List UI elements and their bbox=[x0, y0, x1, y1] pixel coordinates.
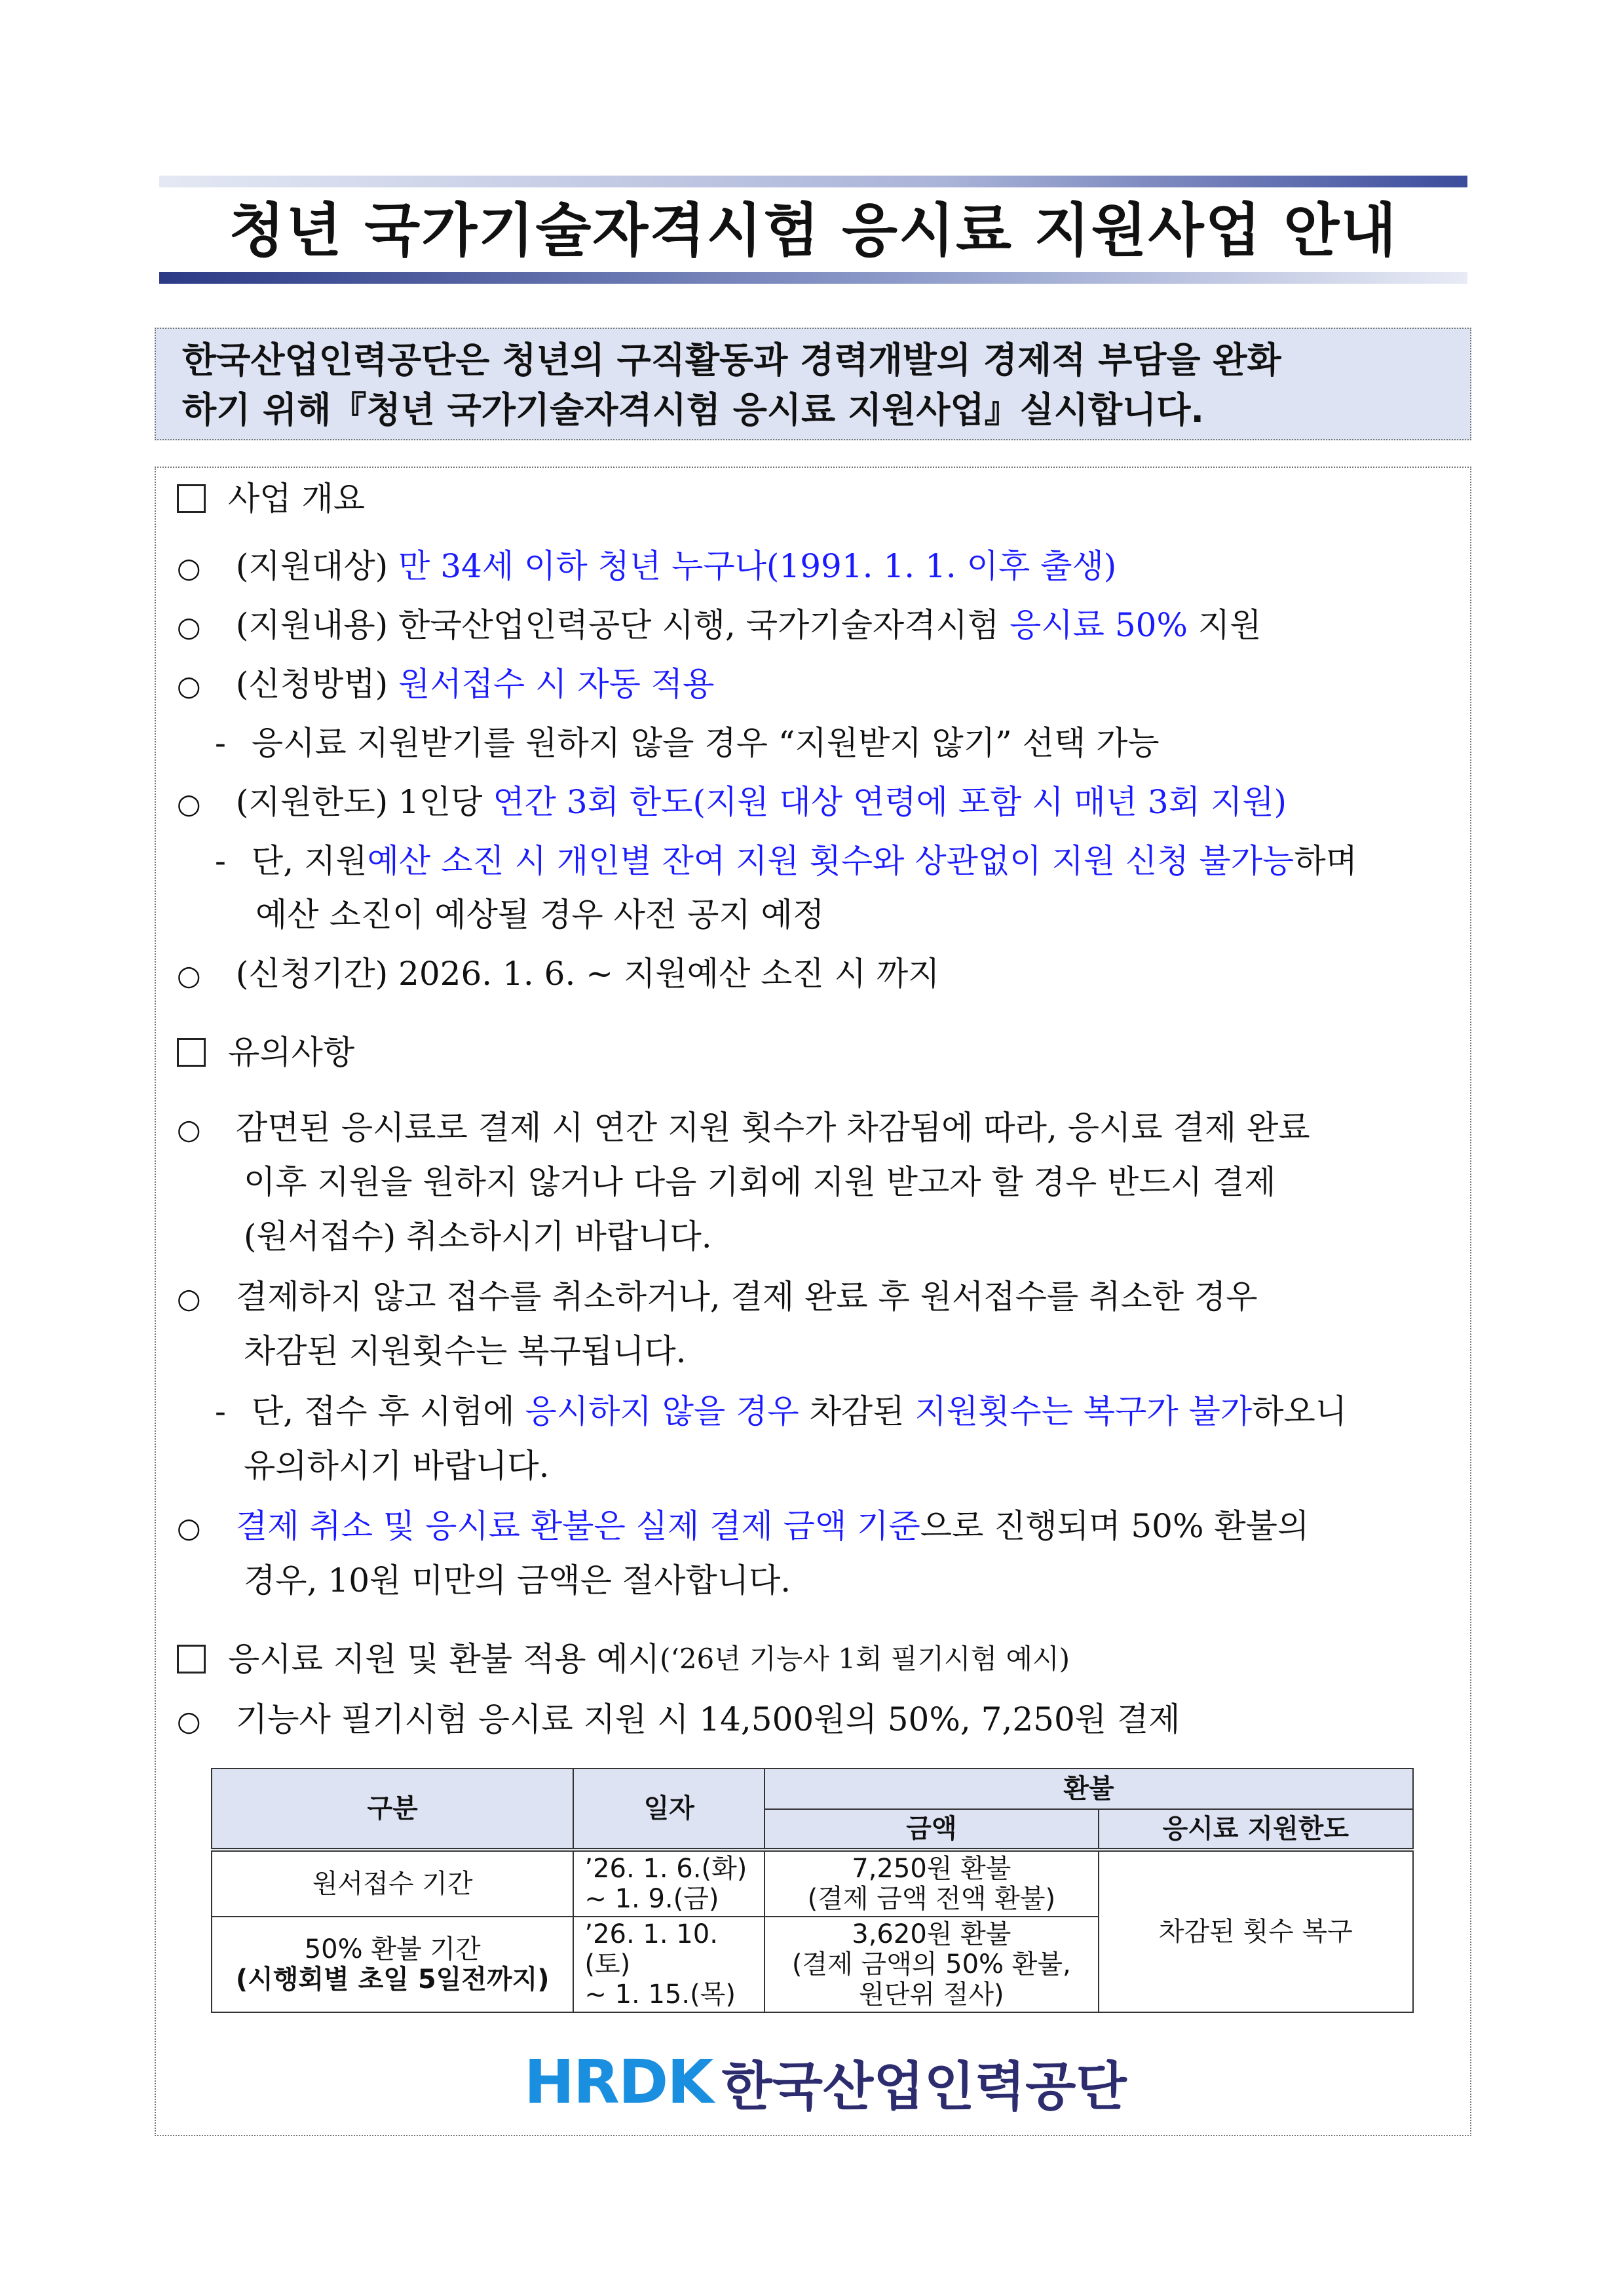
checkbox-square-icon bbox=[177, 1645, 206, 1674]
note-1-line-1: ○ 감면된 응시료로 결제 시 연간 지원 횟수가 차감됨에 따라, 응시료 결제 완료 bbox=[177, 1104, 1310, 1153]
circle-bullet-icon: ○ bbox=[177, 1282, 201, 1314]
row-amount: 7,250원 환불 (결제 금액 전액 환불) bbox=[765, 1850, 1098, 1917]
circle-bullet-icon: ○ bbox=[177, 552, 201, 584]
table-row bbox=[212, 1850, 1413, 1917]
circle-bullet-icon: ○ bbox=[177, 1512, 201, 1544]
circle-bullet-icon: ○ bbox=[177, 1113, 201, 1145]
item-limit: ○ (지원한도) 1인당 연간 3회 한도(지원 대상 연령에 포함 시 매년 3회 지원) bbox=[177, 778, 1287, 828]
intro-line-1: 한국산업인력공단은 청년의 구직활동과 경력개발의 경제적 부담을 완화 bbox=[182, 339, 1281, 381]
checkbox-square-icon bbox=[177, 1038, 206, 1067]
title-top-bar bbox=[159, 176, 1467, 187]
example-line: ○ 기능사 필기시험 응시료 지원 시 14,500원의 50%, 7,250원 결제 bbox=[177, 1696, 1180, 1745]
circle-bullet-icon: ○ bbox=[177, 611, 201, 643]
note-1-line-2: 이후 지원을 원하지 않거나 다음 기회에 지원 받고자 할 경우 반드시 결제 bbox=[244, 1163, 1276, 1201]
hrdk-logo bbox=[524, 2044, 1127, 2120]
hrdk-logo-text: 한국산업인력공단 bbox=[721, 2056, 1127, 2117]
hrdk-logo-mark: HRDK bbox=[524, 2047, 713, 2117]
circle-bullet-icon: ○ bbox=[177, 1705, 201, 1737]
item-method: ○ (신청방법) 원서접수 시 자동 적용 bbox=[177, 660, 714, 710]
item-limit-note: - 단, 지원예산 소진 시 개인별 잔여 지원 횟수와 상관없이 지원 신청 불가능하며 bbox=[215, 842, 1357, 880]
intro-box bbox=[155, 328, 1471, 440]
item-limit-note-line2: 예산 소진이 예상될 경우 사전 공지 예정 bbox=[255, 896, 825, 934]
note-2-line-2: 차감된 지원횟수는 복구됩니다. bbox=[244, 1332, 687, 1370]
header-refund: 환불 bbox=[765, 1769, 1413, 1809]
row-amount: 3,620원 환불 (결제 금액의 50% 환불, 원단위 절사) bbox=[765, 1917, 1098, 2012]
header-amount: 금액 bbox=[765, 1809, 1098, 1850]
header-limit: 응시료 지원한도 bbox=[1099, 1809, 1413, 1850]
note-3-line-2: 유의하시기 바랍니다. bbox=[244, 1447, 550, 1485]
section-heading-notes: 유의사항 bbox=[177, 1029, 354, 1076]
item-target: ○ (지원대상) 만 34세 이하 청년 누구나(1991. 1. 1. 이후 출생) bbox=[177, 543, 1116, 592]
row-limit: 차감된 횟수 복구 bbox=[1099, 1850, 1413, 2012]
note-4-line-2: 경우, 10원 미만의 금액은 절사합니다. bbox=[244, 1561, 791, 1599]
header-date: 일자 bbox=[573, 1769, 765, 1850]
note-4-line-1: ○ 결제 취소 및 응시료 환불은 실제 결제 금액 기준으로 진행되며 50% 환불의 bbox=[177, 1502, 1309, 1552]
row-category: 50% 환불 기간 (시행회별 초일 5일전까지) bbox=[212, 1917, 573, 2012]
note-3-line-1: - 단, 접수 후 시험에 응시하지 않을 경우 차감된 지원횟수는 복구가 불가하오니 bbox=[215, 1392, 1348, 1430]
item-content: ○ (지원내용) 한국산업인력공단 시행, 국가기술자격시험 응시료 50% 지원 bbox=[177, 602, 1261, 651]
row-date: ’26. 1. 10.(토) ~ 1. 15.(목) bbox=[573, 1917, 765, 2012]
refund-table bbox=[211, 1768, 1414, 2013]
circle-bullet-icon: ○ bbox=[177, 959, 201, 991]
circle-bullet-icon: ○ bbox=[177, 670, 201, 702]
note-1-line-3: (원서접수) 취소하시기 바랍니다. bbox=[244, 1217, 712, 1255]
note-2-line-1: ○ 결제하지 않고 접수를 취소하거나, 결제 완료 후 원서접수를 취소한 경우 bbox=[177, 1273, 1258, 1322]
checkbox-square-icon bbox=[177, 484, 206, 513]
section-heading-example: 응시료 지원 및 환불 적용 예시 (‘26년 기능사 1회 필기시험 예시) bbox=[177, 1636, 1070, 1683]
item-method-note: - 응시료 지원받기를 원하지 않을 경우 “지원받지 않기” 선택 가능 bbox=[215, 724, 1160, 762]
row-date: ’26. 1. 6.(화) ~ 1. 9.(금) bbox=[573, 1850, 765, 1917]
header-category: 구분 bbox=[212, 1769, 573, 1850]
intro-line-2: 하기 위해『청년 국가기술자격시험 응시료 지원사업』실시합니다. bbox=[182, 389, 1204, 430]
page-title: 청년 국가기술자격시험 응시료 지원사업 안내 bbox=[229, 197, 1398, 264]
item-period: ○ (신청기간) 2026. 1. 6. ~ 지원예산 소진 시 까지 bbox=[177, 950, 939, 999]
circle-bullet-icon: ○ bbox=[177, 788, 201, 820]
row-category: 원서접수 기간 bbox=[212, 1850, 573, 1917]
section-heading-overview: 사업 개요 bbox=[177, 475, 365, 522]
title-bottom-bar bbox=[159, 272, 1467, 284]
